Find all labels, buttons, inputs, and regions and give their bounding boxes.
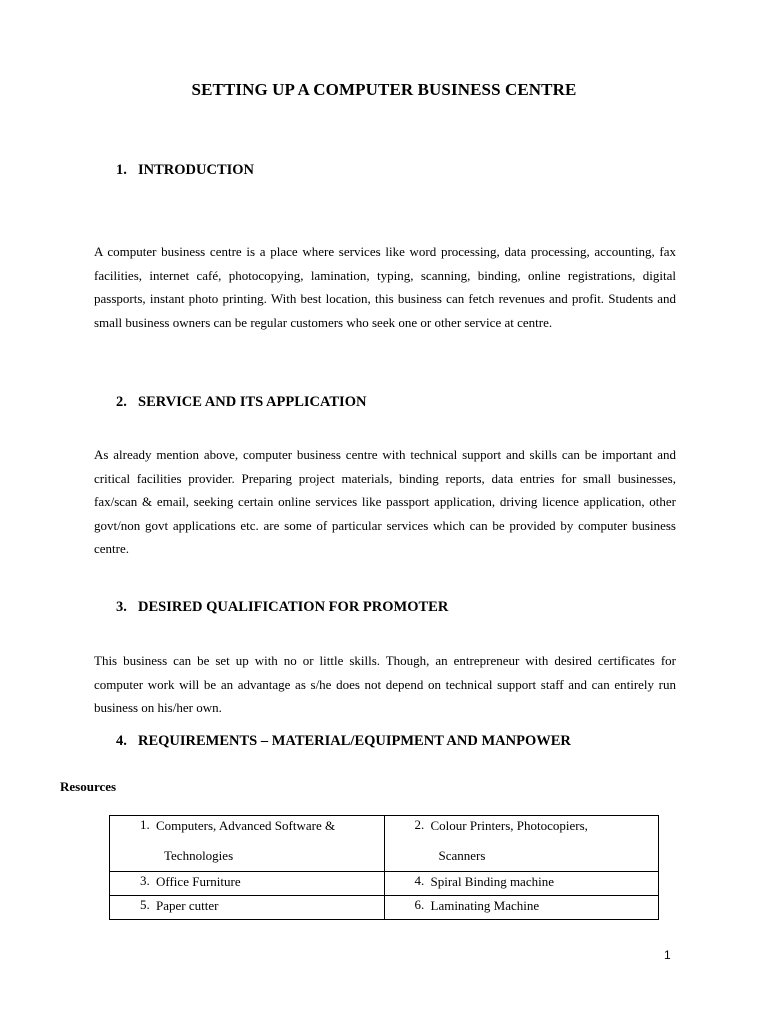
- qualification-paragraph: This business can be set up with no or little skills. Though, an entrepreneur with desired certificates for computer work will be an advantage as s/he does not depend on technical support staff and can entirely run business on his/her own.: [94, 653, 676, 715]
- resources-label: Resources: [60, 779, 117, 794]
- item-label-continued: Scanners: [438, 848, 486, 863]
- item-number: 1.: [140, 817, 150, 832]
- item-number: 3.: [140, 873, 150, 888]
- section-number: 2.: [116, 394, 127, 410]
- table-row: [110, 872, 659, 896]
- table-cell: [384, 816, 659, 872]
- resources-table: [109, 815, 659, 920]
- section-heading-requirements: [116, 733, 571, 750]
- item-number: 6.: [414, 897, 425, 912]
- section-heading-introduction: [116, 162, 254, 179]
- table-cell: [384, 896, 659, 920]
- table-row: [110, 896, 659, 920]
- table-cell: [110, 896, 385, 920]
- item-label: Paper cutter: [156, 898, 219, 913]
- table-cell: [384, 872, 659, 896]
- introduction-paragraph: A computer business centre is a place where services like word processing, data processing, accounting, fax facilities, internet café, photocopying, lamination, typing, scanning, binding, online registrations, digital passports, instant photo printing. With best location, this business can fetch revenues and profit. Students and small business owners can be regular customers who seek one or other service at centre.: [94, 244, 676, 330]
- item-label: Office Furniture: [156, 874, 241, 889]
- item-number: 2.: [414, 817, 425, 832]
- item-label: Laminating Machine: [430, 898, 540, 913]
- section-title: REQUIREMENTS – MATERIAL/EQUIPMENT AND MANPOWER: [138, 733, 571, 749]
- page-number: 1: [664, 948, 671, 962]
- item-label: Colour Printers, Photocopiers,: [430, 818, 588, 833]
- item-label: Spiral Binding machine: [430, 874, 554, 889]
- item-label-continued: Technologies: [164, 848, 234, 863]
- item-number: 4.: [414, 873, 425, 888]
- section-number: 4.: [116, 733, 127, 749]
- item-number: 5.: [140, 897, 150, 912]
- section-title: INTRODUCTION: [138, 162, 255, 178]
- item-label: Computers, Advanced Software &: [156, 818, 336, 833]
- service-paragraph: As already mention above, computer business centre with technical support and skills can be important and critical facilities provider. Preparing project materials, binding reports, data entries for small businesses, fax/scan & email, seeking certain online services like passport application, driving licence application, other govt/non govt applications etc. are some of particular services which can be provided by computer business centre.: [94, 447, 676, 556]
- section-heading-service: [116, 394, 366, 411]
- section-title: DESIRED QUALIFICATION FOR PROMOTER: [138, 599, 449, 615]
- section-number: 1.: [116, 162, 127, 178]
- table-cell: [110, 816, 385, 872]
- section-title: SERVICE AND ITS APPLICATION: [138, 394, 367, 410]
- section-heading-qualification: [116, 599, 448, 616]
- section-number: 3.: [116, 599, 127, 615]
- table-cell: [110, 872, 385, 896]
- table-row: [110, 816, 659, 872]
- page-title: SETTING UP A COMPUTER BUSINESS CENTRE: [191, 80, 577, 99]
